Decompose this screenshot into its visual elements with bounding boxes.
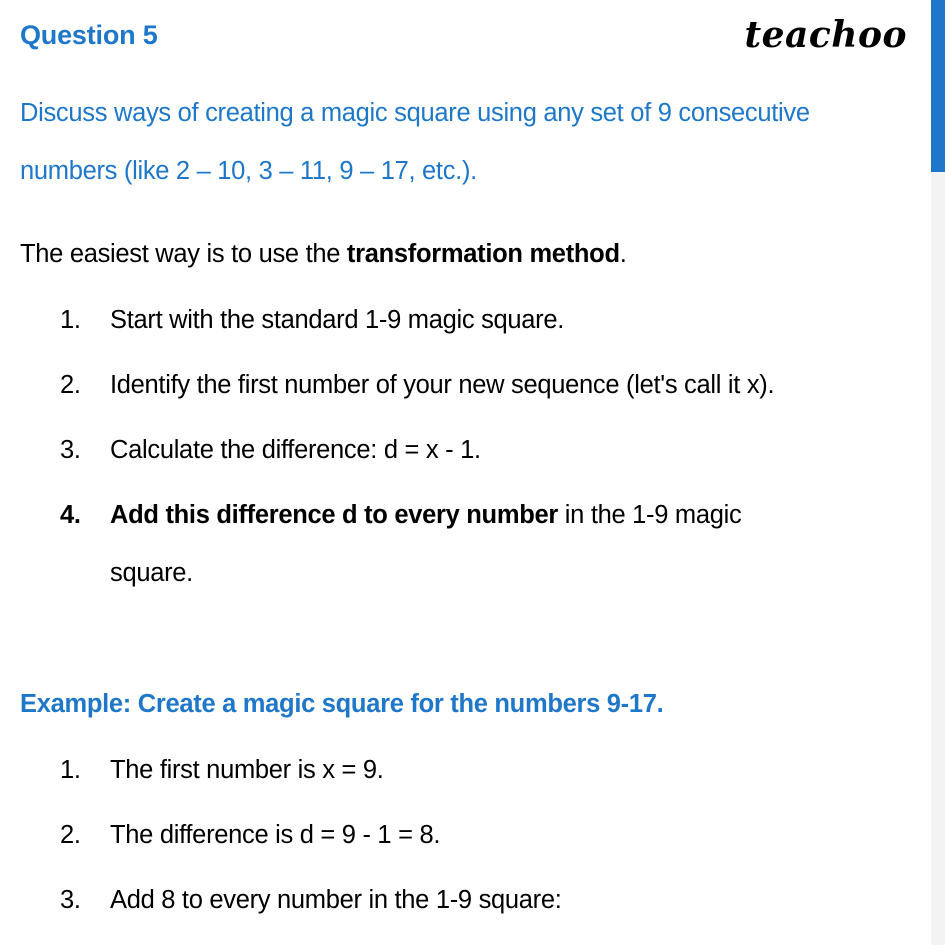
list-item — [60, 501, 742, 559]
question-line: numbers (like 2 – 10, 3 – 11, 9 – 17, etc.). — [20, 157, 477, 185]
example-heading: Example: Create a magic square for the numbers 9-17. — [20, 690, 664, 718]
list-item — [60, 436, 481, 501]
list-text: Identify the first number of your new sequence (let's call it x). — [110, 371, 775, 399]
list-number: 3. — [60, 436, 81, 464]
intro-text: The easiest way is to use the — [20, 240, 347, 268]
scrollbar-thumb[interactable] — [931, 0, 945, 172]
list-text: The first number is x = 9. — [110, 756, 384, 784]
question-text — [20, 84, 932, 200]
question-line: Discuss ways of creating a magic square using any set of 9 consecutive — [20, 99, 810, 127]
list-text: Add 8 to every number in the 1-9 square: — [110, 886, 562, 914]
intro-bold-term: transformation method — [346, 240, 620, 268]
teachoo-logo: teachoo — [744, 14, 907, 56]
list-text: The difference is d = 9 - 1 = 8. — [110, 821, 441, 849]
list-number: 3. — [60, 886, 81, 914]
list-text: Start with the standard 1-9 magic square. — [110, 306, 565, 334]
list-bold-text: Add this difference d to every number — [110, 501, 558, 529]
list-number: 1. — [60, 756, 81, 784]
list-text: Calculate the difference: d = x - 1. — [110, 436, 481, 464]
question-title: Question 5 — [20, 20, 158, 50]
list-number: 2. — [60, 821, 81, 849]
list-item — [60, 306, 565, 371]
list-item — [60, 371, 775, 436]
list-number: 2. — [60, 371, 81, 399]
intro-suffix: . — [619, 240, 627, 268]
list-number: 1. — [60, 306, 81, 334]
list-number: 4. — [60, 501, 81, 529]
method-steps-list — [60, 306, 775, 617]
intro-paragraph — [20, 240, 627, 269]
list-item-continuation: square. — [110, 559, 193, 587]
list-text: in the 1-9 magic — [558, 501, 742, 529]
scrollbar-track[interactable] — [931, 0, 945, 945]
